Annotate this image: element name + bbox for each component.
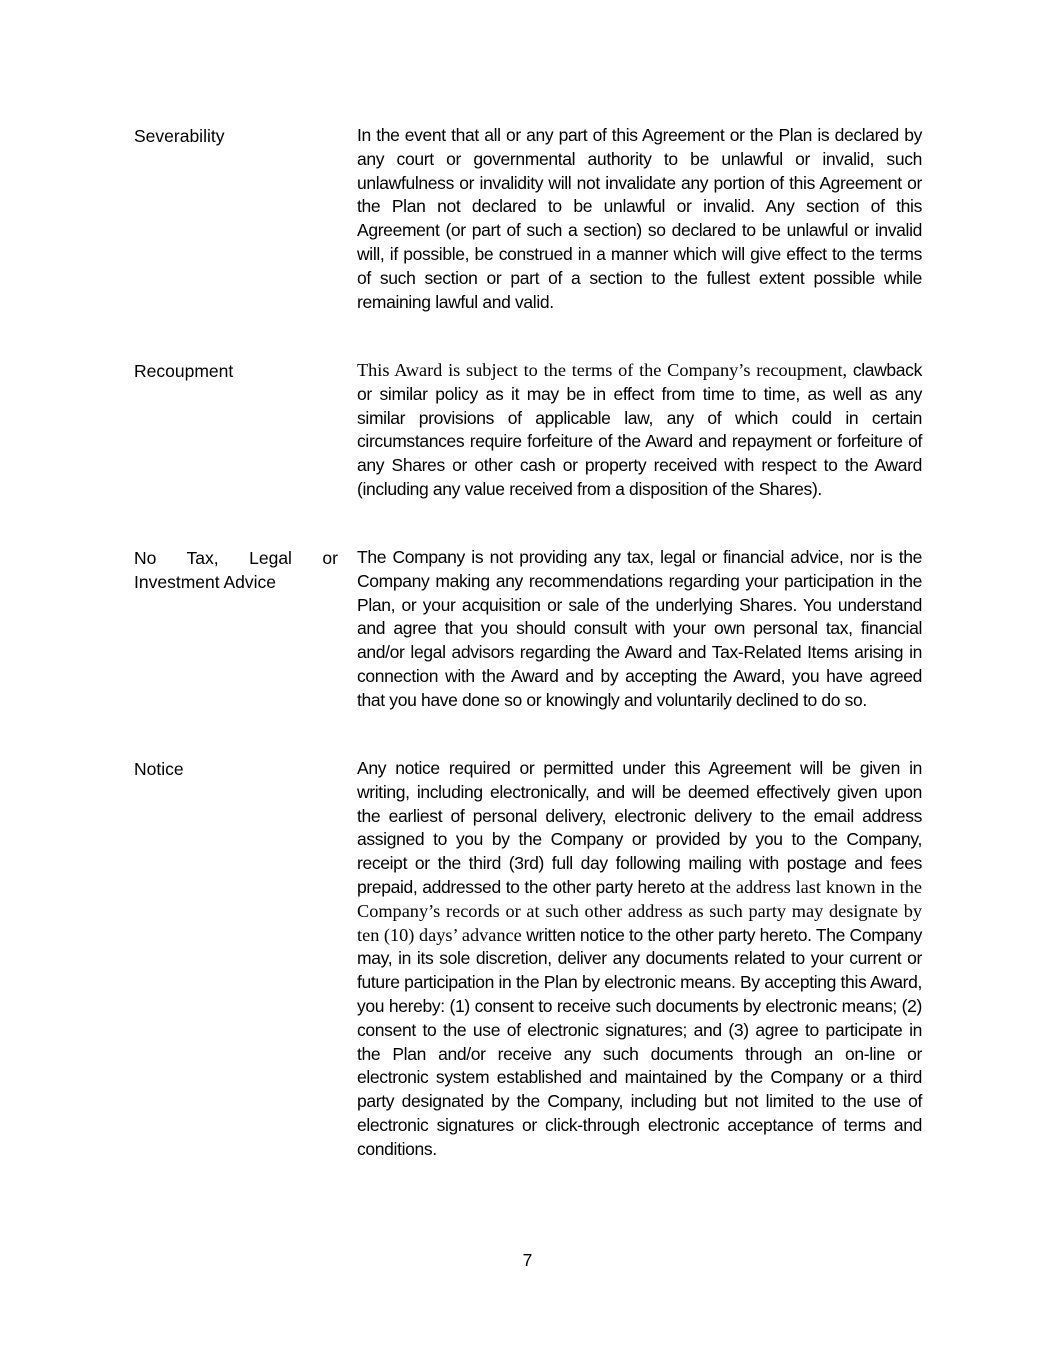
section-body-run: Any notice required or permitted under this Agreement will be given in writing, including electronically, and will be deemed effectively given upon the earliest of personal delivery, electronic delivery to the email address assigned to you by the Company or provided by you to the Company, receipt or the third (3rd) full day following mailing with postage and fees prepaid, addressed to the other party hereto at <box>357 758 922 897</box>
section-heading: Recoupment <box>134 361 234 381</box>
section-body-serif-run: This Award is subject to the terms of the Company’s recoupment, <box>357 360 848 380</box>
page-number: 7 <box>522 1250 533 1270</box>
section-body-serif-run: the address last known in the Company’s records or at such other address as such party may designate by ten (10) days’ advance <box>357 876 923 945</box>
section-body: The Company is not providing any tax, legal or financial advice, nor is the Company making any recommendations regarding your participation in the Plan, or your acquisition or sale of the underlying Shares. You understand and agree that you should consult with your own personal tax, financial and/or legal advisors regarding the Award and Tax-Related Items arising in connection with the Award and by accepting the Award, you have agreed that you have done so or knowingly and voluntarily declined to do so. <box>357 547 922 710</box>
section-heading: Notice <box>134 759 184 779</box>
section-body-run: clawback or similar policy as it may be in effect from time to time, as well as any similar provisions of applicable law, any of which could in certain circumstances require forfeiture of the Award and repayment or forfeiture of any Shares or other cash or property received with respect to the Award (including any value received from a disposition of the Shares). <box>357 360 922 499</box>
section-heading: Severability <box>134 126 225 146</box>
section-body <box>357 359 922 502</box>
section-body-run: written notice to the other party hereto. The Company may, in its sole discretion, deliver any documents related to your current or future participation in the Plan by electronic means. By accepting this Award, you hereby: (1) consent to receive such documents by electronic means; (2) consent to the use of electronic signatures; and (3) agree to participate in the Plan and/or receive any such documents through an on-line or electronic system established and maintained by the Company or a third party designated by the Company, including but not limited to the use of electronic signatures or click-through electronic acceptance of terms and conditions. <box>357 924 922 1159</box>
section-heading: No Tax, Legal or Investment Advice <box>134 548 338 592</box>
section-body <box>357 757 922 1162</box>
section-body: In the event that all or any part of this Agreement or the Plan is declared by any court or governmental authority to be unlawful or invalid, such unlawfulness or invalidity will not invalidate any portion of this Agreement or the Plan not declared to be unlawful or invalid. Any section of this Agreement (or part of such a section) so declared to be unlawful or invalid will, if possible, be construed in a manner which will give effect to the terms of such section or part of a section to the fullest extent possible while remaining lawful and valid. <box>357 125 922 312</box>
